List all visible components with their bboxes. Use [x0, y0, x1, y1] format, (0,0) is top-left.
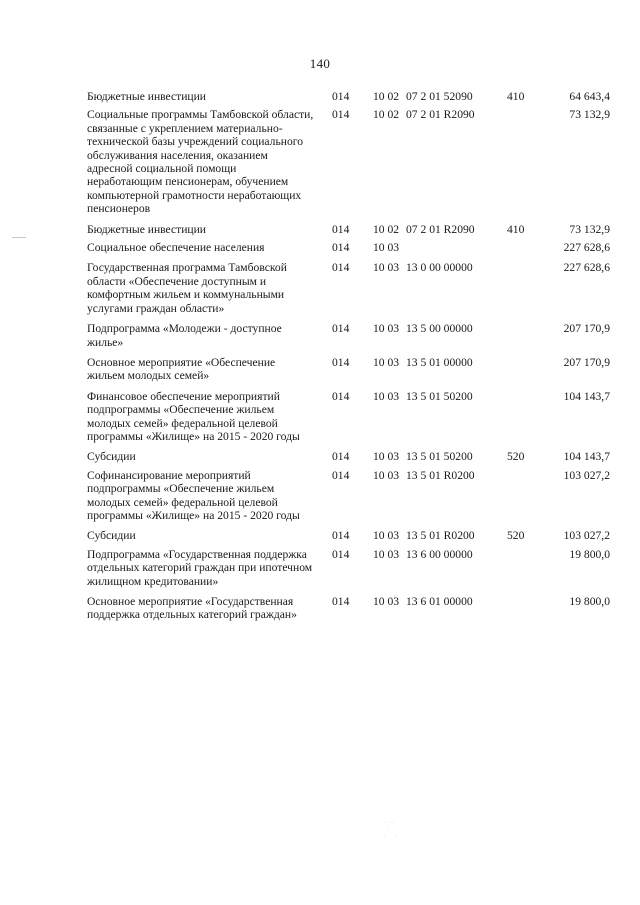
row-amount: 73 132,9 — [569, 108, 610, 122]
row-target-article: 13 5 00 00000 — [406, 322, 473, 336]
row-name: Социальное обеспечение населения — [87, 241, 265, 255]
row-target-article: 13 6 00 00000 — [406, 547, 473, 561]
row-name: Бюджетные инвестиции — [87, 90, 207, 103]
row-amount: 104 143,7 — [563, 450, 610, 464]
row-amount: 73 132,9 — [569, 222, 610, 236]
table-row — [87, 595, 610, 622]
row-target-article: 13 5 01 50200 — [406, 389, 473, 403]
table-row — [87, 108, 610, 215]
page-number: 140 — [309, 56, 331, 71]
row-section: 10 03 — [373, 547, 400, 561]
row-grbs: 014 — [332, 389, 350, 403]
row-grbs: 014 — [332, 222, 350, 236]
row-target-article: 13 6 01 00000 — [406, 595, 473, 608]
table-row — [87, 356, 610, 383]
row-name: Финансовое обеспечение мероприятий подпрограммы «Обеспечение жильем молодых семей» федеральной целевой программы «Жилище» на 2015 - 2020 годы — [87, 389, 300, 443]
row-grbs: 014 — [332, 261, 350, 275]
row-target-article: 13 5 01 50200 — [406, 450, 473, 464]
row-name: Основное мероприятие «Обеспечение жильем молодых семей» — [87, 355, 276, 383]
row-target-article: 13 0 00 00000 — [406, 261, 473, 275]
row-name: Основное мероприятие «Государственная поддержка отдельных категорий граждан» — [87, 595, 297, 622]
row-expense-type: 410 — [507, 222, 525, 236]
row-amount: 19 800,0 — [569, 547, 610, 561]
row-amount: 207 170,9 — [563, 322, 610, 336]
row-section: 10 03 — [373, 595, 400, 608]
row-grbs: 014 — [332, 450, 350, 464]
row-section: 10 03 — [373, 529, 400, 543]
row-section: 10 02 — [373, 108, 400, 122]
row-section: 10 03 — [373, 322, 400, 336]
table-row — [87, 241, 610, 254]
row-amount: 64 643,4 — [569, 90, 610, 103]
row-amount: 227 628,6 — [563, 261, 610, 275]
row-target-article: 13 5 01 R0200 — [406, 529, 475, 543]
row-name: Субсидии — [87, 529, 136, 543]
table-row — [87, 450, 610, 463]
row-section: 10 03 — [373, 389, 400, 403]
table-row — [87, 529, 610, 542]
row-name: Социальные программы Тамбовской области, связанные с укреплением материально-технической базы учреждений социального обслуживания населения, оказанием адресной социальной помощи неработающим пенсионерам, обучением компьютерной грамотности неработающих пенсионеров — [87, 108, 314, 216]
row-section: 10 03 — [373, 261, 400, 275]
row-name: Субсидии — [87, 450, 136, 464]
table-row — [87, 390, 610, 444]
row-name: Государственная программа Тамбовской области «Обеспечение доступным и комфортным жильем и коммунальными услугами граждан области» — [87, 261, 287, 315]
row-grbs: 014 — [332, 595, 350, 608]
row-amount: 207 170,9 — [563, 355, 610, 369]
table-row — [87, 548, 610, 588]
table-row — [87, 90, 610, 103]
table-row — [87, 469, 610, 523]
row-expense-type: 520 — [507, 529, 525, 543]
row-amount: 19 800,0 — [569, 595, 610, 608]
row-target-article: 07 2 01 R2090 — [406, 222, 475, 236]
row-grbs: 014 — [332, 468, 350, 482]
row-target-article: 07 2 01 52090 — [406, 90, 473, 103]
table-row — [87, 322, 610, 349]
scan-specks: · · · · · · · — [384, 820, 397, 840]
row-target-article: 13 5 01 00000 — [406, 355, 473, 369]
row-name: Подпрограмма «Государственная поддержка отдельных категорий граждан при ипотечном жилищном кредитовании» — [87, 547, 313, 588]
margin-mark — [12, 237, 26, 238]
row-name: Подпрограмма «Молодежи - доступное жилье» — [87, 322, 282, 349]
row-expense-type: 410 — [507, 90, 525, 103]
row-amount: 103 027,2 — [563, 529, 610, 543]
table-row — [87, 261, 610, 315]
row-grbs: 014 — [332, 355, 350, 369]
row-section: 10 02 — [373, 90, 400, 103]
row-amount: 227 628,6 — [563, 241, 610, 255]
row-grbs: 014 — [332, 322, 350, 336]
row-grbs: 014 — [332, 529, 350, 543]
row-target-article: 13 5 01 R0200 — [406, 468, 475, 482]
table-row — [87, 223, 610, 236]
row-section: 10 03 — [373, 468, 400, 482]
row-name: Софинансирование мероприятий подпрограммы «Обеспечение жильем молодых семей» федеральной целевой программы «Жилище» на 2015 - 2020 годы — [87, 468, 300, 522]
row-section: 10 03 — [373, 355, 400, 369]
row-grbs: 014 — [332, 90, 350, 103]
row-amount: 103 027,2 — [563, 468, 610, 482]
row-target-article: 07 2 01 R2090 — [406, 108, 475, 122]
row-section: 10 03 — [373, 450, 400, 464]
row-grbs: 014 — [332, 108, 350, 122]
row-grbs: 014 — [332, 547, 350, 561]
row-amount: 104 143,7 — [563, 389, 610, 403]
row-section: 10 03 — [373, 241, 400, 255]
row-expense-type: 520 — [507, 450, 525, 464]
budget-table — [87, 90, 610, 622]
row-section: 10 02 — [373, 222, 400, 236]
row-name: Бюджетные инвестиции — [87, 222, 207, 236]
row-grbs: 014 — [332, 241, 350, 255]
